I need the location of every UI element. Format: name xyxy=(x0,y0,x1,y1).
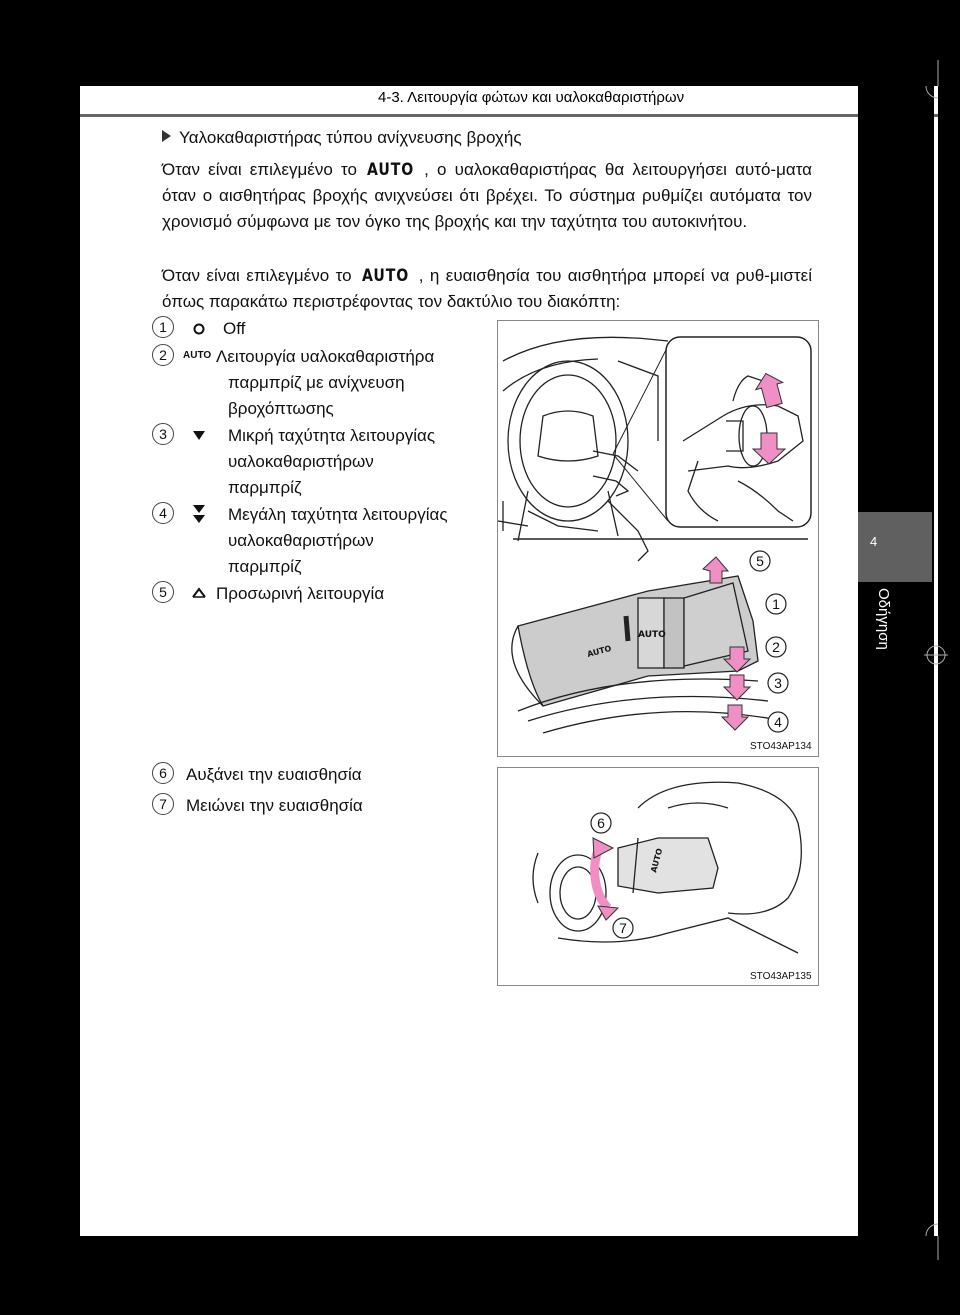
item-text: Μικρή ταχύτητα λειτουργίας xyxy=(228,426,436,445)
section-title xyxy=(162,128,522,148)
item-number: 6 xyxy=(152,762,174,784)
header-title: 4-3. Λειτουργία φώτων και υαλοκαθαριστήρων xyxy=(378,89,685,106)
item-number: 5 xyxy=(152,581,174,603)
item-text: Μεγάλη ταχύτητα λειτουργίας xyxy=(228,505,448,524)
item-text: Μειώνει την ευαισθησία xyxy=(186,796,363,815)
item-text: παρμπρίζ xyxy=(228,557,302,576)
rotate-ring-arrow xyxy=(595,850,608,908)
chapter-number: 4 xyxy=(870,534,878,549)
triangle-bullet-icon xyxy=(162,130,171,142)
callout-6: 6 xyxy=(597,815,605,831)
item-text: Αυξάνει την ευαισθησία xyxy=(186,765,362,784)
item-text: παρμπρίζ με ανίχνευση xyxy=(228,373,405,392)
paragraph2-after: , η ευαισθησία του αισθητήρα μπορεί να ρυθ-μιστεί όπως παρακάτω περιστρέφοντας τον δακτύλιο του διακόπτη: xyxy=(162,266,812,311)
item-text: παρμπρίζ xyxy=(228,478,302,497)
callout-5: 5 xyxy=(756,553,764,569)
item-number: 7 xyxy=(152,793,174,815)
wiper-stalk-illustration xyxy=(498,321,818,756)
paragraph1-after: , ο υαλοκαθαριστήρας θα λειτουργήσει αυτό-ματα όταν ο αισθητήρας βροχής ανιχνεύσει ότι βρέχει. Το σύστημα ρυθμίζει αυτόματα τον χρονισμό σύμφωνα με τον όγκο της βροχής και την ταχύτητα του αυτοκινήτου. xyxy=(162,160,812,231)
item-text: υαλοκαθαριστήρων xyxy=(228,531,374,550)
paragraph-auto-mode xyxy=(162,157,812,235)
auto-symbol: AUTO xyxy=(366,160,415,180)
arrow-down-high xyxy=(722,705,748,730)
stalk-auto-label: AUTO xyxy=(638,630,666,640)
figure-code: STO43AP135 xyxy=(750,971,812,982)
callout-7: 7 xyxy=(619,920,627,936)
sensitivity-ring-illustration xyxy=(498,768,818,985)
mist-up-icon xyxy=(192,587,206,599)
double-triangle-down-icon xyxy=(192,504,206,526)
figure-code: STO43AP134 xyxy=(750,741,812,752)
figure-sensitivity-ring xyxy=(497,767,819,986)
paragraph1-before: Όταν είναι επιλεγμένο το xyxy=(162,160,357,179)
paragraph2-before: Όταν είναι επιλεγμένο το xyxy=(162,266,352,285)
chapter-label: Οδήγηση xyxy=(875,588,892,650)
item-number: 3 xyxy=(152,423,174,445)
arrow-down-low xyxy=(724,675,750,700)
callout-1: 1 xyxy=(772,596,780,612)
auto-icon: AUTO xyxy=(183,350,212,361)
triangle-down-icon xyxy=(192,430,206,442)
item-text: υαλοκαθαριστήρων xyxy=(228,452,374,471)
item-text: Off xyxy=(223,319,246,338)
callout-2: 2 xyxy=(772,639,780,655)
off-circle-icon xyxy=(192,322,206,336)
section-title-text: Υαλοκαθαριστήρας τύπου ανίχνευσης βροχής xyxy=(179,128,522,147)
item-text: βροχόπτωσης xyxy=(228,399,334,418)
ring-auto-label: AUTO xyxy=(649,847,665,874)
item-number: 1 xyxy=(152,316,174,338)
callout-3: 3 xyxy=(774,675,782,691)
item-text: Προσωρινή λειτουργία xyxy=(216,584,385,603)
auto-symbol: AUTO xyxy=(361,266,409,286)
callout-4: 4 xyxy=(774,714,782,730)
item-text: Λειτουργία υαλοκαθαριστήρα xyxy=(216,347,435,366)
paragraph-sensitivity xyxy=(162,263,812,315)
ring-auto-label: AUTO xyxy=(586,643,613,659)
item-number: 2 xyxy=(152,344,174,366)
item-number: 4 xyxy=(152,502,174,524)
figure-wiper-stalk xyxy=(497,320,819,757)
